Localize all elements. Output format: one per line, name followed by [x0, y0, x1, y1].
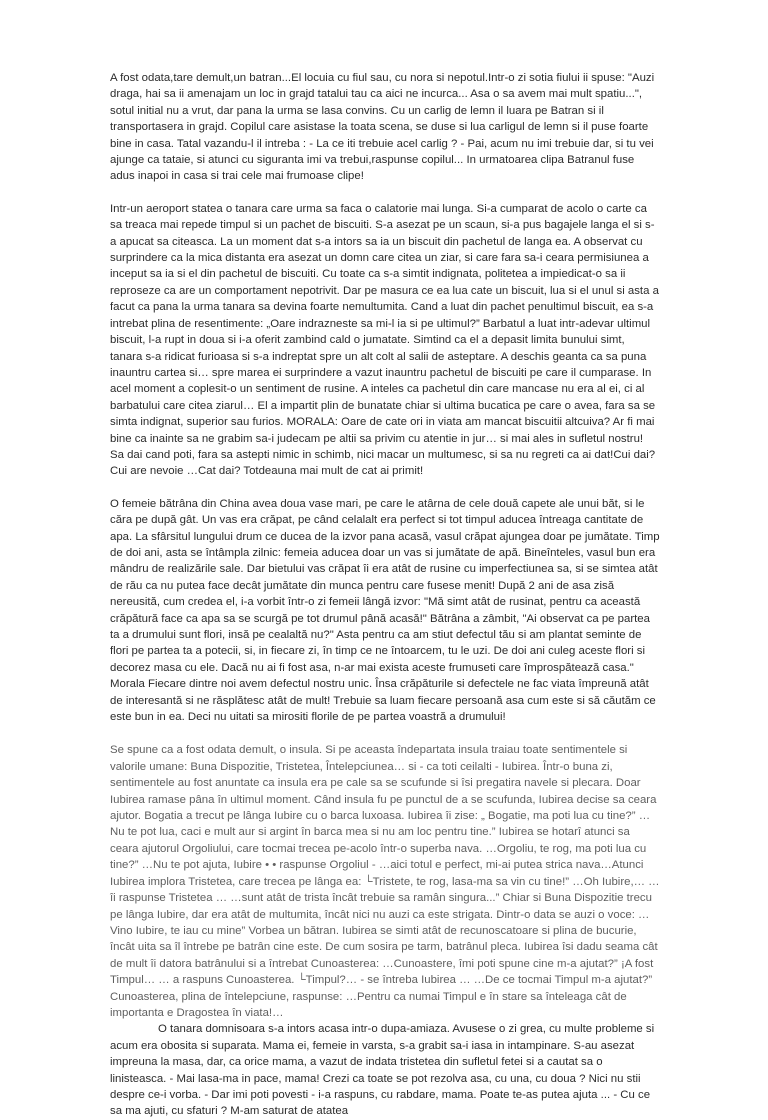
story-paragraph-old-man: A fost odata,tare demult,un batran...El locuia cu fiul sau, cu nora si nepotul.Intr-o zi sotia fiului ii spuse: "Auzi draga, hai sa ii amenajam un loc in grajd tatalui tau ca aici ne incurca... Asa o sa avem mai mult spatiu...", sotul initial nu a vrut, dar pana la urma se lasa convins. Cu un carlig de lemn il luara pe Batran si il transportasera in grajd. Copilul care asistase la toata scena, se duse si lua carligul de lemn si il puse foarte bine in casa. Tatal vazandu-l il intreba : - La ce iti trebuie acel carlig ? - Pai, acum nu imi trebuie dar, si tu vei ajunge ca tataie, si atunci cu siguranta imi va trebui,raspunse copilul... In urmatoarea clipa Batranul fuse adus inapoi in casa si trai cele mai frumoase clipe!	[110, 72, 655, 183]
story-paragraph-biscuits: Intr-un aeroport statea o tanara care urma sa faca o calatorie mai lunga. Si-a cumparat de acolo o carte ca sa treaca mai repede timpul si un pachet de biscuiti. S-a asezat pe un scaun, si-a pus bagajele langa el si s-a apucat sa citeasca. La un moment dat s-a intors sa ia un biscuit din pachetul de langa ea. A observat cu surprindere ca la mica distanta era asezat un domn care citea un ziar, si care fara sa-i ceara permisiunea a inceput sa ia si el din pachetul de biscuiti. Cu toate ca s-a simtit indignata, politetea a impiedicat-o sa ii reproseze ca are un comportament nepotrivit. Dar pe masura ce ea lua cate un biscuit, lua si el unul si asta a facut ca pana la urma tanara sa devina foarte nemultumita. Cand a luat din pachet penultimul biscuit, ea s-a intrebat plina de resentimente: „Oare indrazneste sa mi-l ia si pe ultimul?” Barbatul a luat intr-adevar ultimul biscuit, l-a rupt in doua si i-a oferit zambind cald o jumatate. Simtind ca el a depasit limita bunului simt, tanara s-a ridicat furioasa si s-a indreptat spre un alt colt al salii de asteptare. A deschis geanta ca sa puna inauntru cartea si… spre marea ei surprindere a vazut inauntru pachetul de biscuiti pe care il cumparase. In acel moment a coplesit-o un sentiment de rusine. A inteles ca pachetul din care mancase nu era al ei, ci al barbatului care citea ziarul… El a impartit plin de bunatate chiar si ultima bucatica pe care o avea, fara sa se simta indignat, superior sau furios. MORALA: Oare de cate ori in viata am mancat biscuitii altcuiva? Ar fi mai bine ca inainte sa ne grabim sa-i judecam pe altii sa privim cu atentie in jur… si mai ales in sufletul nostru! Sa dai cand poti, fara sa astepti nimic in schimb, nici macar un multumesc, si sa nu regreti ca ai dat!Cui dai? Cui are nevoie …Cat dai? Totdeauna mai mult de cat ai primit!	[110, 202, 659, 478]
document-page	[110, 70, 660, 1120]
story-paragraph-island: Se spune ca a fost odata demult, o insula. Si pe aceasta îndepartata insula traiau toate sentimentele si valorile umane: Buna Dispozitie, Tristetea, Întelepciunea… si - ca toti ceilalti - Iubirea. Într-o buna zi, sentimentele au fost anuntate ca insula era pe cale sa se scufunde si îsi pregatira navele si plecara. Doar Iubirea ramase pâna în ultimul moment. Când insula fu pe punctul de a se scufunda, Iubirea decise sa ceara ajutor. Bogatia a trecut pe lânga Iubire cu o barca luxoasa. Iubirea îi zise: „ Bogatie, ma poti lua cu tine?” …Nu te pot lua, caci e mult aur si argint în barca mea si nu am loc pentru tine.” Iubirea se hotarî atunci sa ceara ajutorul Orgoliului, care tocmai trecea pe-acolo într-o superba nava. …Orgoliu, te rog, ma poti lua cu tine?” …Nu te pot ajuta, Iubire • • raspunse Orgoliul - …aici totul e perfect, mi-ai putea strica nava…Atunci Iubirea implora Tristetea, care trecea pe lânga ea: └Tristete, te rog, lasa-ma sa vin cu tine!” …Oh Iubire,… … îi raspunse Tristetea … …sunt atât de trista încât trebuie sa ramân singura...” Chiar si Buna Dispozitie trecu pe lânga Iubire, dar era atât de multumita, încât nici nu auzi ca este strigata. Dintr-o data se auzi o voce: …Vino Iubire, te iau cu mine” Vorbea un bătran. Iubirea se simti atât de recunoscatoare si plina de bucurie, încât uita sa îl întrebe pe batrân cine este. De cum sosira pe tarm, batrânul pleca. Iubirea îsi dadu seama cât de mult îi datora batrânului si a întrebat Cunoasterea: …Cunoastere, îmi poti spune cine m-a ajutat?” ¡A fost Timpul… … a raspuns Cunoasterea. └Timpul?… - se întreba Iubirea … …De ce tocmai Timpul m-a ajutat?” Cunoasterea, plina de întelepciune, raspunse: …Pentru ca numai Timpul e în stare sa înteleaga cât de importanta e Dragostea în viata!…	[110, 744, 660, 1019]
story-paragraph-daughter: O tanara domnisoara s-a intors acasa intr-o dupa-amiaza. Avusese o zi grea, cu multe probleme si acum era obosita si suparata. Mama ei, femeie in varsta, s-a grabit sa-i iasa in intampinare. S-au asezat impreuna la masa, dar, ca orice mama, a vazut de indata tristetea din sufletul fetei si a cautat sa o linisteasca. - Mai lasa-ma in pace, mama! Crezi ca toate se pot rezolva asa, cu una, cu doua ? Nici nu stii despre ce-i vorba. - Dar imi poti povesti - i-a raspuns, cu rabdare, mama. Poate te-as putea ajuta ... - Cu ce sa ma ajuti, cu sfaturi ? M-am saturat de atatea	[110, 1023, 655, 1118]
story-paragraph-cracked-pot: O femeie bătrâna din China avea doua vase mari, pe care le atârna de cele două capete ale unui băt, si le căra pe după gât. Un vas era crăpat, pe când celalalt era perfect si tot timpul aducea întreaga cantitate de apa. La sfârsitul lungului drum ce ducea de la izvor pana acasă, vasul crăpat ajungea doar pe jumătate. Timp de doi ani, asta se întâmpla zilnic: femeia aducea doar un vas si jumătate de apă. Bineînteles, vasul bun era mândru de realizările sale. Dar bietului vas crăpat îi era atât de rusine cu imperfectiunea sa, si se simtea atât de rău ca nu putea face decât jumătate din munca pentru care fusese menit! După 2 ani de asa zisă nereusită, cum credea el, i-a vorbit într-o zi femeii lângă izvor: "Mă simt atât de rusinat, pentru ca această crăpătură face ca apa sa se scurgă pe tot drumul până acasă!" Bătrâna a zâmbit, "Ai observat ca pe partea ta a drumului sunt flori, insă pe cealaltă nu?" Asta pentru ca am stiut defectul tău si am plantat seminte de flori pe partea ta a potecii, si, in fiecare zi, în timp ce ne întoarcem, tu le uzi. De doi ani culeg aceste flori si decorez masa cu ele. Dacă nu ai fi fost asa, n-ar mai exista aceste frumuseti care împrospătează casa." Morala Fiecare dintre noi avem defectul nostru unic. Însa crăpăturile si defectele ne fac viata împreună atât de interesantă si ne răsplătesc atât de mult! Trebuie sa luam fiecare persoană asa cum este si să căutăm ce este bun in ea. Deci nu uitati sa mirositi florile de pe partea voastră a drumului!	[110, 497, 660, 724]
